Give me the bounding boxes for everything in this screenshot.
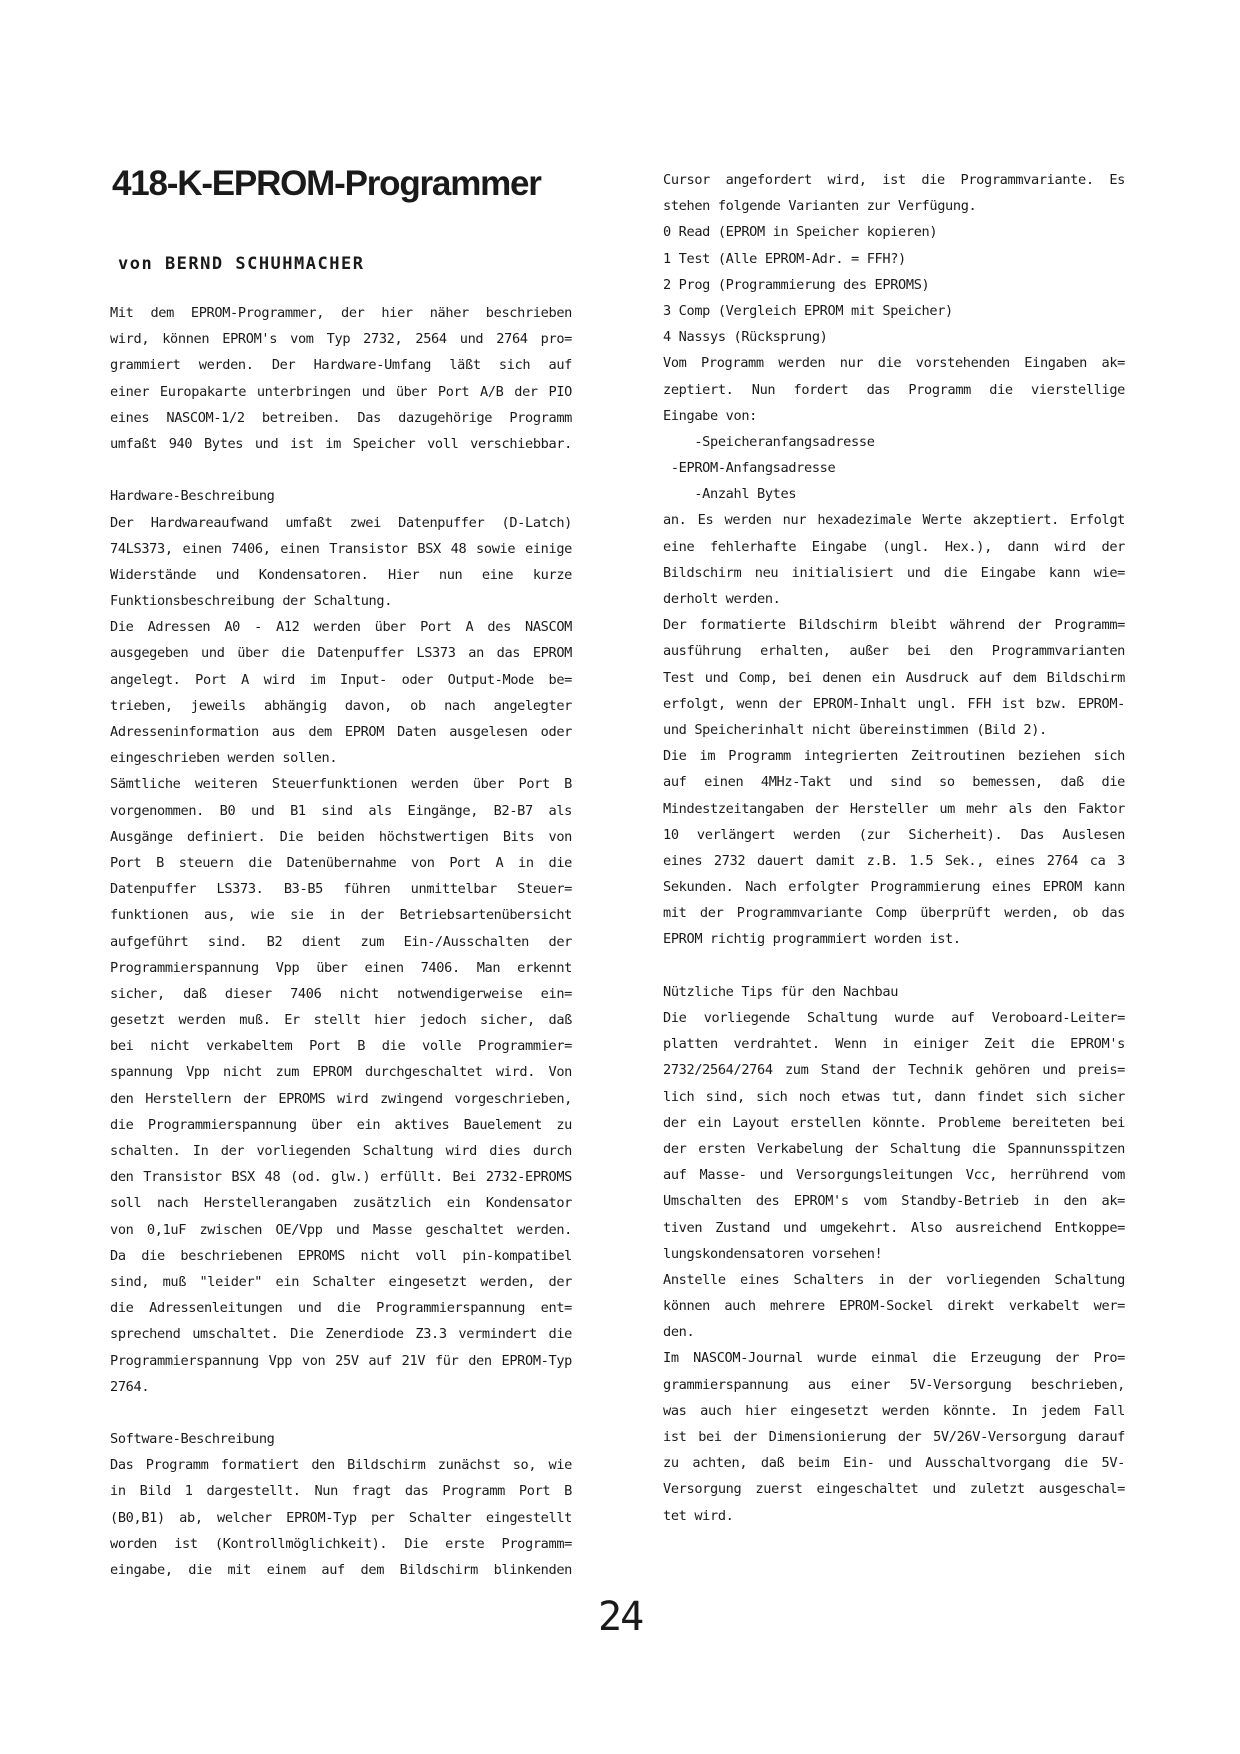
text-line: EPROM richtig programmiert worden ist. — [663, 931, 961, 948]
text-line: 74LS373, einen 7406, einen Transistor BSX 48 sowie einige — [110, 540, 572, 557]
text-line: 2 Prog (Programmierung des EPROMS) — [663, 276, 930, 293]
text-line: Bildschirm neu initialisiert und die Eingabe kann wie= — [663, 564, 1125, 581]
text-line: Der Hardwareaufwand umfaßt zwei Datenpuffer (D-Latch) — [110, 514, 572, 531]
right-column — [663, 167, 1125, 1529]
text-line: umfaßt 940 Bytes und ist im Speicher voll verschiebbar. — [110, 435, 572, 452]
text-line: lungskondensatoren vorsehen! — [663, 1245, 883, 1262]
text-line: an. Es werden nur hexadezimale Werte akzeptiert. Erfolgt — [663, 512, 1125, 529]
text-line: eingabe, die mit einem auf dem Bildschirm blinkenden — [110, 1562, 572, 1578]
text-line: Sämtliche weiteren Steuerfunktionen werden über Port B — [110, 776, 572, 793]
text-line: eines 2732 dauert damit z.B. 1.5 Sek., eines 2764 ca 3 — [663, 852, 1125, 869]
text-line: trieben, jeweils abhängig davon, ob nach angelegter — [110, 697, 572, 714]
text-line: zu achten, daß beim Ein- und Ausschaltvorgang die 5V- — [663, 1455, 1125, 1472]
text-line: grammierspannung aus einer 5V-Versorgung beschrieben, — [663, 1376, 1125, 1393]
text-line: Software-Beschreibung — [110, 1431, 275, 1448]
text-line: können auch mehrere EPROM-Sockel direkt verkabelt wer= — [663, 1298, 1125, 1315]
text-line: Umschalten des EPROM's vom Standby-Betrieb in den ak= — [663, 1193, 1125, 1210]
text-line: worden ist (Kontrollmöglichkeit). Die erste Programm= — [110, 1535, 572, 1552]
text-line: tiven Zustand und umgekehrt. Also ausreichend Entkoppe= — [663, 1219, 1125, 1236]
text-line: eingeschrieben werden sollen. — [110, 750, 338, 767]
text-line: Widerstände und Kondensatoren. Hier nun eine kurze — [110, 566, 572, 583]
text-line: vorgenommen. B0 und B1 sind als Eingänge, B2-B7 als — [110, 802, 572, 819]
text-line: 1 Test (Alle EPROM-Adr. = FFH?) — [663, 250, 906, 267]
text-line: wird, können EPROM's vom Typ 2732, 2564 und 2764 pro= — [110, 331, 572, 348]
article-title: 418-K-EPROM-Programmer — [112, 164, 541, 203]
text-line: ausgegeben und über die Datenpuffer LS373 an das EPROM — [110, 645, 572, 662]
text-line: Der formatierte Bildschirm bleibt während der Programm= — [663, 617, 1125, 634]
text-line: schalten. In der vorliegenden Schaltung wird dies durch — [110, 1143, 572, 1159]
text-line: was auch hier eingesetzt werden könnte. In jedem Fall — [663, 1402, 1125, 1419]
text-line: Datenpuffer LS373. B3-B5 führen unmittelbar Steuer= — [110, 881, 572, 898]
text-line: -EPROM-Anfangsadresse — [663, 460, 836, 477]
text-line: und Speicherinhalt nicht übereinstimmen (Bild 2). — [663, 721, 1047, 738]
text-line: Da die beschriebenen EPROMS nicht voll pin-kompatibel — [110, 1247, 572, 1264]
text-line: den Herstellern der EPROMS wird zwingend vorgeschrieben, — [110, 1090, 572, 1107]
text-line: Im NASCOM-Journal wurde einmal die Erzeugung der Pro= — [663, 1350, 1125, 1367]
text-line: Vom Programm werden nur die vorstehenden Eingaben ak= — [663, 355, 1125, 372]
article-author: von BERND SCHUHMACHER — [118, 254, 365, 274]
text-line: Cursor angefordert wird, ist die Programmvariante. Es — [663, 172, 1125, 188]
text-line: platten verdrahtet. Wenn in einiger Zeit die EPROM's — [663, 1036, 1125, 1053]
text-line: Test und Comp, bei denen ein Ausdruck auf dem Bildschirm — [663, 669, 1125, 686]
text-line: Das Programm formatiert den Bildschirm zunächst so, wie — [110, 1457, 572, 1474]
text-line: Port B steuern die Datenübernahme von Port A in die — [110, 854, 572, 871]
text-line: mit der Programmvariante Comp überprüft werden, ob das — [663, 905, 1125, 922]
text-line: 2764. — [110, 1378, 150, 1395]
text-line: 10 verlängert werden (zur Sicherheit). Das Auslesen — [663, 826, 1125, 843]
text-line: funktionen aus, wie sie in der Betriebsartenübersicht — [110, 907, 572, 924]
paragraph-gap — [663, 953, 1125, 979]
text-line: sind, muß "leider" ein Schalter eingesetzt werden, der — [110, 1273, 572, 1290]
text-line: eines NASCOM-1/2 betreiben. Das dazugehörige Programm — [110, 409, 572, 426]
text-line: in Bild 1 dargestellt. Nun fragt das Programm Port B — [110, 1483, 572, 1500]
text-line: auf Masse- und Versorgungsleitungen Vcc, herrührend vom — [663, 1167, 1125, 1184]
text-line: lich sind, sich noch etwas tut, dann findet sich sicher — [663, 1088, 1125, 1105]
text-line: 4 Nassys (Rücksprung) — [663, 329, 828, 346]
text-line: 3 Comp (Vergleich EPROM mit Speicher) — [663, 302, 953, 319]
text-line: zeptiert. Nun fordert das Programm die vierstellige — [663, 381, 1125, 398]
text-line: erfolgt, wenn der EPROM-Inhalt ungl. FFH ist bzw. EPROM- — [663, 695, 1125, 712]
text-line: sicher, daß dieser 7406 nicht notwendigerweise ein= — [110, 985, 572, 1002]
text-line: eine fehlerhafte Eingabe (ungl. Hex.), dann wird der — [663, 538, 1125, 555]
text-line: bei nicht verkabeltem Port B die volle Programmier= — [110, 1038, 572, 1055]
text-line: Funktionsbeschreibung der Schaltung. — [110, 593, 393, 610]
text-line: der ersten Verkabelung der Schaltung die Spannunsspitzen — [663, 1140, 1125, 1157]
page-number: 24 — [598, 1594, 643, 1640]
text-line: aufgeführt sind. B2 dient zum Ein-/Ausschalten der — [110, 933, 572, 950]
text-line: den. — [663, 1324, 695, 1341]
text-line: Mit dem EPROM-Programmer, der hier näher beschrieben — [110, 305, 572, 321]
text-line: ist bei der Dimensionierung der 5V/26V-Versorgung darauf — [663, 1429, 1125, 1445]
text-line: soll nach Herstellerangaben zusätzlich ein Kondensator — [110, 1195, 572, 1212]
text-line: sprechend umschaltet. Die Zenerdiode Z3.3 vermindert die — [110, 1326, 572, 1343]
text-line: grammiert werden. Der Hardware-Umfang läßt sich auf — [110, 357, 572, 374]
text-line: Hardware-Beschreibung — [110, 488, 275, 505]
text-line: -Speicheranfangsadresse — [663, 433, 875, 450]
text-line: Programmierspannung Vpp von 25V auf 21V für den EPROM-Typ — [110, 1352, 572, 1369]
text-line: Die im Programm integrierten Zeitroutinen beziehen sich — [663, 748, 1125, 765]
text-line: Die vorliegende Schaltung wurde auf Veroboard-Leiter= — [663, 1010, 1125, 1026]
text-line: 2732/2564/2764 zum Stand der Technik gehören und preis= — [663, 1062, 1125, 1079]
text-line: spannung Vpp nicht zum EPROM durchgeschaltet wird. Von — [110, 1064, 572, 1081]
text-line: (B0,B1) ab, welcher EPROM-Typ per Schalter eingestellt — [110, 1509, 572, 1526]
text-line: gesetzt werden muß. Er stellt hier jedoch sicher, daß — [110, 1012, 572, 1029]
text-line: Mindestzeitangaben der Hersteller um mehr als den Faktor — [663, 800, 1125, 817]
text-line: der ein Layout erstellen könnte. Probleme bereiteten bei — [663, 1114, 1125, 1131]
paragraph-gap — [110, 1400, 572, 1426]
text-line: derholt werden. — [663, 591, 781, 607]
text-line: tet wird. — [663, 1507, 734, 1524]
left-column — [110, 300, 572, 1583]
text-line: Anstelle eines Schalters in der vorliegenden Schaltung — [663, 1271, 1125, 1288]
text-line: angelegt. Port A wird im Input- oder Output-Mode be= — [110, 671, 572, 688]
text-line: Ausgänge definiert. Die beiden höchstwertigen Bits von — [110, 828, 572, 845]
text-line: Sekunden. Nach erfolgter Programmierung eines EPROM kann — [663, 879, 1125, 896]
text-line: auf einen 4MHz-Takt und sind so bemessen, daß die — [663, 774, 1125, 791]
text-line: Programmierspannung Vpp über einen 7406. Man erkennt — [110, 959, 572, 976]
paragraph-gap — [110, 457, 572, 483]
text-line: von 0,1uF zwischen OE/Vpp und Masse geschaltet werden. — [110, 1221, 572, 1238]
text-line: Die Adressen A0 - A12 werden über Port A des NASCOM — [110, 619, 572, 636]
text-line: Nützliche Tips für den Nachbau — [663, 983, 899, 1000]
text-line: ausführung erhalten, außer bei den Programmvarianten — [663, 643, 1125, 660]
text-line: einer Europakarte unterbringen und über Port A/B der PIO — [110, 383, 572, 400]
text-line: Adresseninformation aus dem EPROM Daten ausgelesen oder — [110, 724, 572, 740]
text-line: die Programmierspannung über ein aktives Bauelement zu — [110, 1116, 572, 1133]
text-line: die Adressenleitungen und die Programmierspannung ent= — [110, 1300, 572, 1317]
text-line: -Anzahl Bytes — [663, 486, 797, 503]
text-line: stehen folgende Varianten zur Verfügung. — [663, 198, 977, 215]
text-line: den Transistor BSX 48 (od. glw.) erfüllt. Bei 2732-EPROMS — [110, 1169, 572, 1186]
text-line: 0 Read (EPROM in Speicher kopieren) — [663, 224, 938, 241]
text-line: Eingabe von: — [663, 407, 758, 424]
text-line: Versorgung zuerst eingeschaltet und zuletzt ausgeschal= — [663, 1481, 1125, 1498]
